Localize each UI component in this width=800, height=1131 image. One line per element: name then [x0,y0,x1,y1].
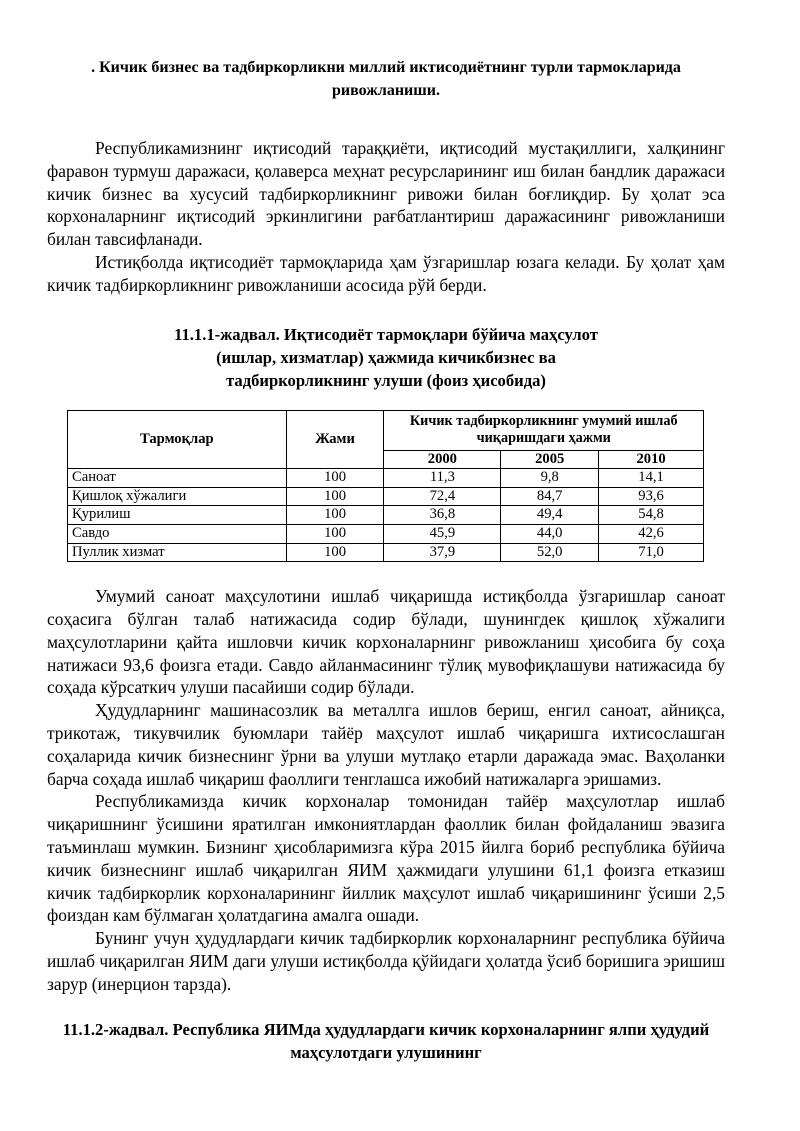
document-page [47,56,725,1064]
intro-paragraph-2: Истиқболда иқтисодиёт тармоқларида ҳам ўзгаришлар юзага келади. Бу ҳолат ҳам кичик тадбиркорликнинг ривожланиши асосида рўй берди. [47,251,725,295]
table-row [68,506,704,525]
main-paragraph-1: Умумий саноат маҳсулотини ишлаб чиқаришда истиқболда ўзгаришлар саноат соҳасига бўлган талаб натижасида содир бўлади, шунингдек қишлоқ хўжалиги маҳсулотларини қайта ишловчи кичик корхоналарнинг ривожланиш ҳисобига бу соҳа натижаси 93,6 фоизга етади. Савдо айланмасининг тўлиқ мувофиқлашуви натижасида бу соҳада кўрсаткич улуши пасайиши содир бўлади. [47,586,725,698]
row-total: 100 [286,469,384,488]
row-value: 52,0 [501,543,599,562]
header-year: 2000 [384,450,501,469]
row-value: 93,6 [599,487,704,506]
table2-title: 11.1.2-жадвал. Республика ЯИМда ҳудудлардаги кичик корхоналарнинг ялпи ҳудудий маҳсулотдаги улушининг [62,1020,710,1063]
table1-title-line: тадбиркорликнинг улуши (фоиз ҳисобида) [226,370,546,390]
row-sector: Қурилиш [68,506,287,525]
intro-paragraph-1: Республикамизнинг иқтисодий тараққиёти, иқтисодий мустақиллиги, халқининг фаравон турмуш даражаси, қолаверса меҳнат ресурсларининг иш билан бандлик даражаси кичик бизнес ва хусусий тадбиркорликнинг ривожи билан боғлиқдир. Бу ҳолат эса корхоналарнинг иқтисодий эркинлигини рағбатлантириш даражасининг ривожланиши билан тавсифланади. [47,138,725,250]
row-total: 100 [286,506,384,525]
row-value: 14,1 [599,469,704,488]
table-row [68,543,704,562]
header-sector: Тармоқлар [68,410,287,469]
row-value: 9,8 [501,469,599,488]
row-value: 72,4 [384,487,501,506]
row-value: 45,9 [384,524,501,543]
row-total: 100 [286,543,384,562]
main-paragraph-2: Ҳудудларнинг машинасозлик ва металлга ишлов бериш, енгил саноат, айниқса, трикотаж, тикувчилик буюмлари тайёр маҳсулот ишлаб чиқаришга ихтисослашган соҳаларида кичик бизнеснинг ўрни ва улуши мутлақо етарли даражада эмас. Ваҳоланки барча соҳада ишлаб чиқариш фаоллиги тенглашса ижобий натижаларга эришамиз. [47,700,725,789]
header-total: Жами [286,410,384,469]
row-value: 54,8 [599,506,704,525]
row-total: 100 [286,524,384,543]
table1-title [47,323,725,392]
table-row [68,524,704,543]
main-paragraph-3: Республикамизда кичик корхоналар томонидан тайёр маҳсулотлар ишлаб чиқаришнинг ўсишини яратилган имкониятлардан фаоллик билан фойдаланиш эвазига таъминлаш мумкин. Бизнинг ҳисобларимизга кўра 2015 йилга бориб республика бўйича кичик бизнеснинг ишлаб чиқарилган ЯИМ ҳажмидаги улушини 61,1 фоизга етказиш кичик тадбиркорлик корхоналарининг йиллик маҳсулот ишлаб чиқаришининг ўсиши 2,5 фоиздан кам бўлмаган ҳолатдагина амалга ошади. [47,791,725,926]
row-value: 49,4 [501,506,599,525]
section-title: . Кичик бизнес ва тадбиркорликни миллий иктисодиётнинг турли тармокларида ривожланиши. [91,59,681,99]
table-row [68,487,704,506]
table1-title-line: 11.1.1-жадвал. Иқтисодиёт тармоқлари бўйича маҳсулот [174,324,598,344]
row-value: 84,7 [501,487,599,506]
row-value: 37,9 [384,543,501,562]
row-sector: Савдо [68,524,287,543]
row-value: 36,8 [384,506,501,525]
header-year: 2005 [501,450,599,469]
header-group: Кичик тадбиркорликнинг умумий ишлаб чиқаришдаги ҳажми [384,410,704,450]
row-value: 11,3 [384,469,501,488]
table1-title-line: (ишлар, хизматлар) ҳажмида кичикбизнес ва [216,347,556,367]
row-sector: Пуллик хизмат [68,543,287,562]
row-total: 100 [286,487,384,506]
row-sector: Қишлоқ хўжалиги [68,487,287,506]
header-year: 2010 [599,450,704,469]
main-paragraph-4: Бунинг учун ҳудудлардаги кичик тадбиркорлик корхоналарнинг республика бўйича ишлаб чиқарилган ЯИМ даги улуши истиқболда қўйидаги ҳолатда ўсиб боришига эришиш зарур (инерцион тарзда). [47,928,725,994]
sector-share-table [67,410,704,563]
row-value: 71,0 [599,543,704,562]
table-row [68,469,704,488]
row-value: 44,0 [501,524,599,543]
row-sector: Саноат [68,469,287,488]
row-value: 42,6 [599,524,704,543]
